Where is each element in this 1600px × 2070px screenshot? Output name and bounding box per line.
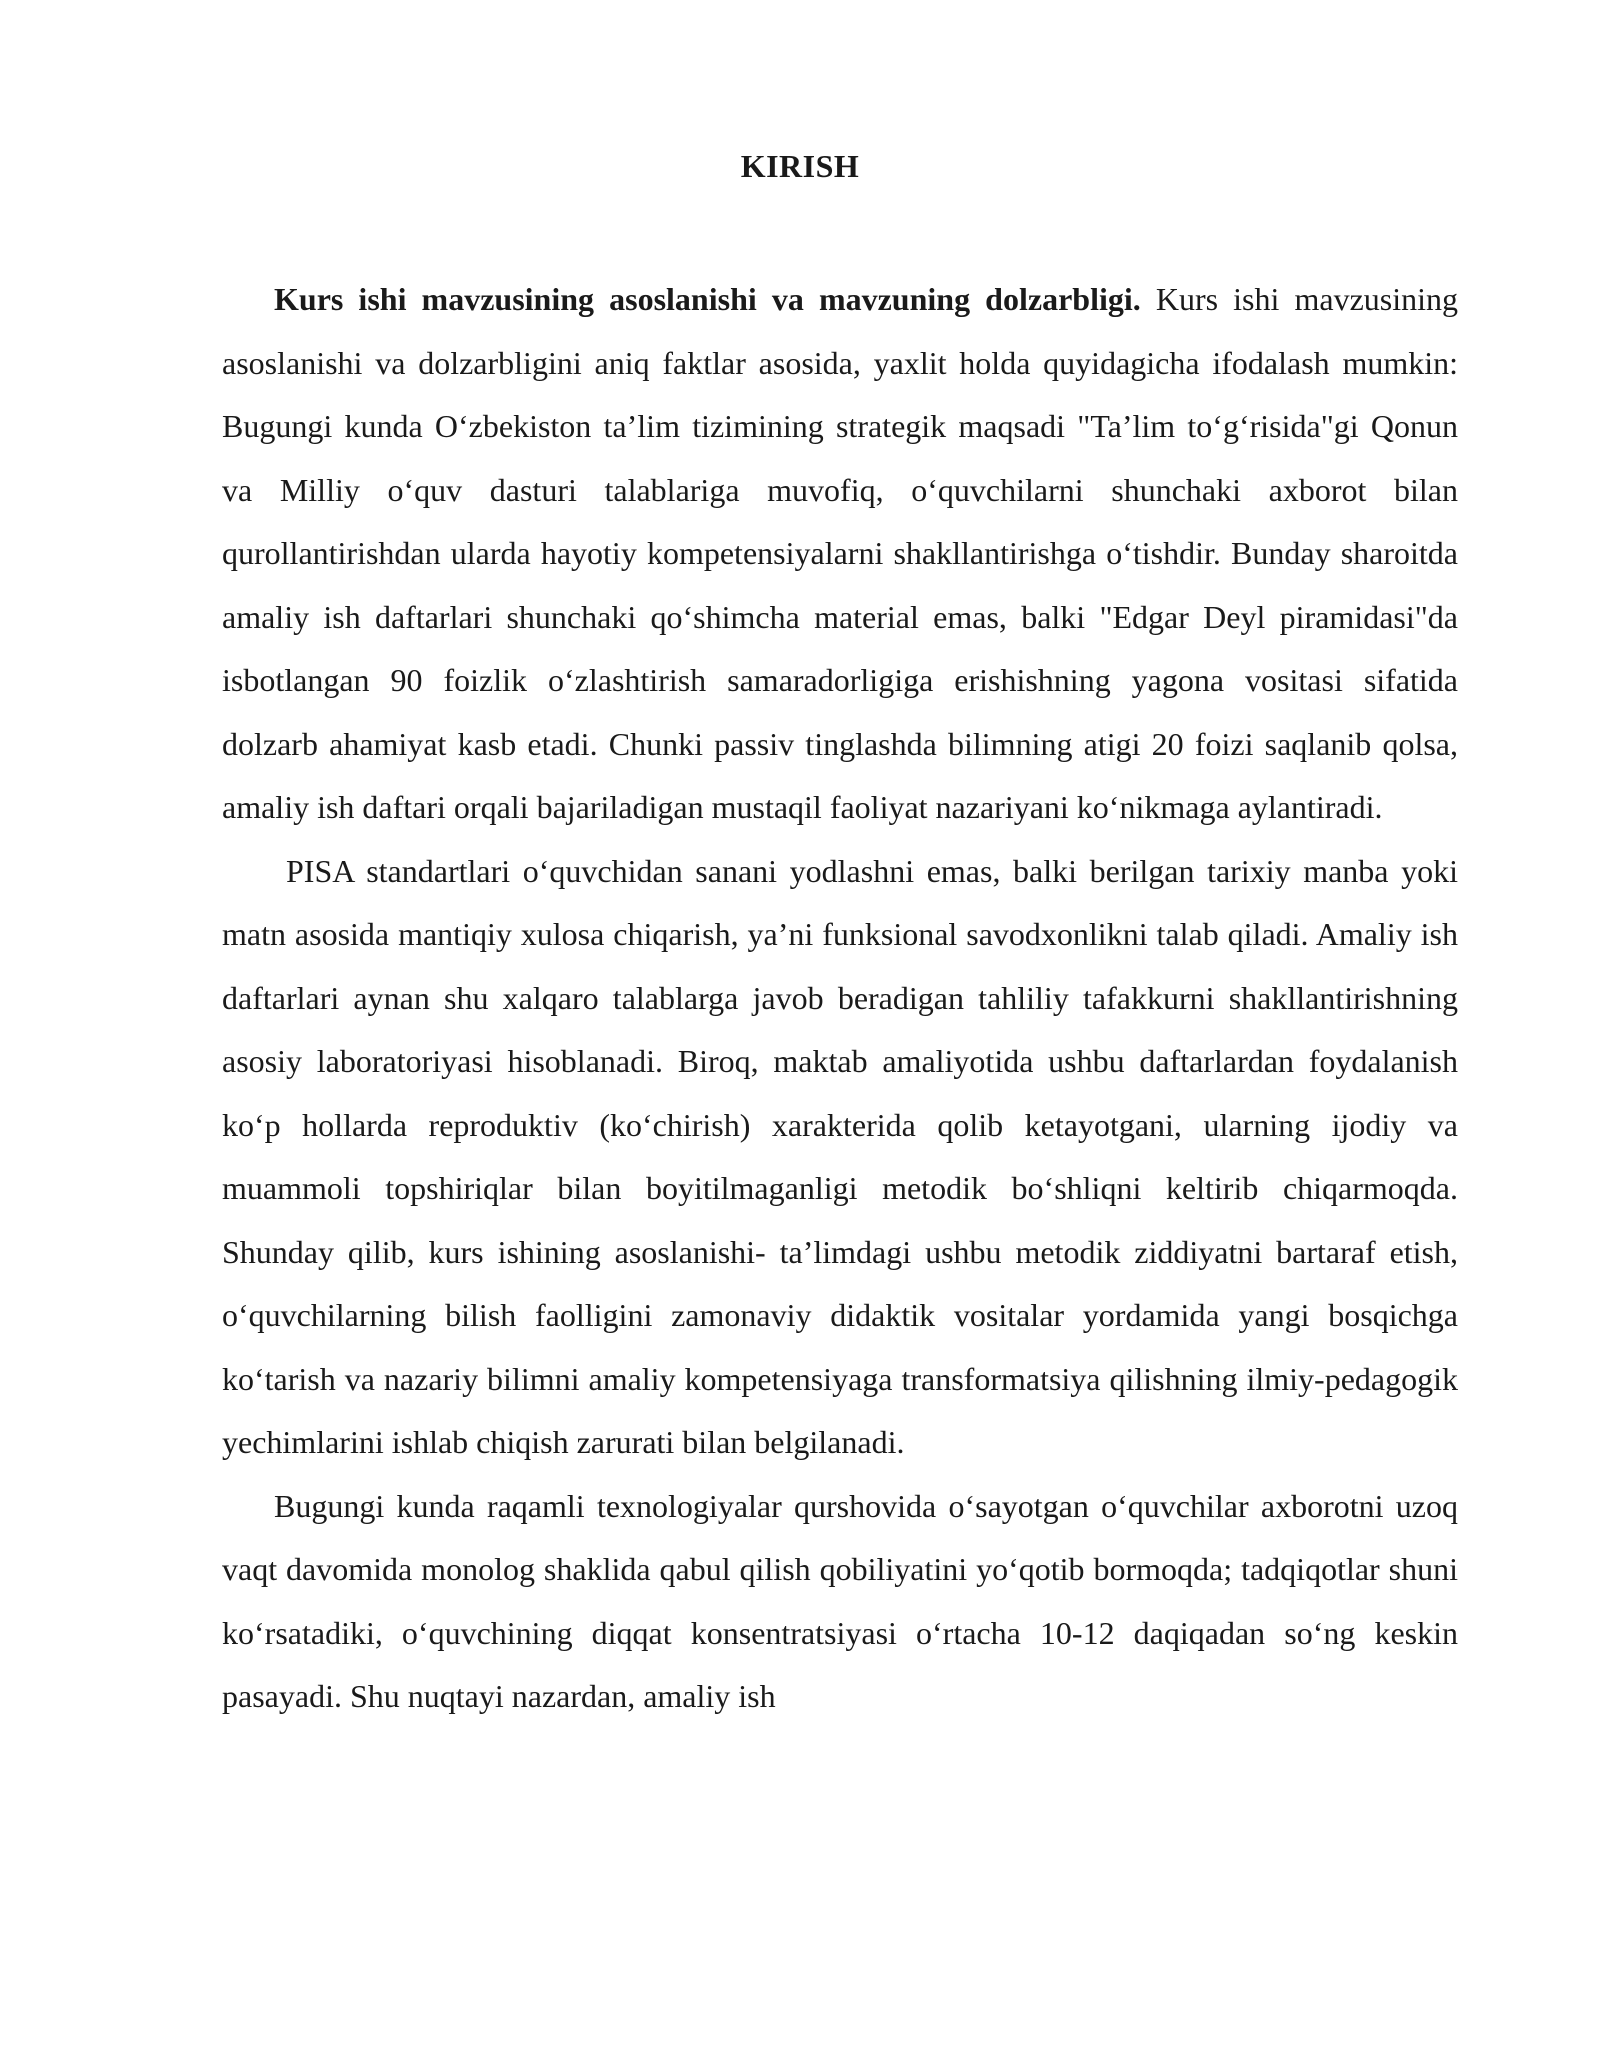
page-title: KIRISH [740, 148, 860, 184]
paragraph-1-lead: Kurs ishi mavzusining asoslanishi va mavzuning dolzarbligi. [274, 281, 1141, 317]
paragraph-2: PISA standartlari o‘quvchidan sanani yodlashni emas, balki berilgan tarixiy manba yoki matn asosida mantiqiy xulosa chiqarish, ya’ni funksional savodxonlikni talab qiladi. Amaliy ish daftarlari aynan shu xalqaro talablarga javob beradigan tahliliy tafakkurni shakllantirishning asosiy laboratoriyasi hisoblanadi. Biroq, maktab amaliyotida ushbu daftarlardan foydalanish ko‘p hollarda reproduktiv (ko‘chirish) xarakterida qolib ketayotgani, ularning ijodiy va muammoli topshiriqlar bilan boyitilmaganligi metodik bo‘shliqni keltirib chiqarmoqda. Shunday qilib, kurs ishining asoslanishi- ta’limdagi ushbu metodik ziddiyatni bartaraf etish, o‘quvchilarning bilish faolligini zamonaviy didaktik vositalar yordamida yangi bosqichga ko‘tarish va nazariy bilimni amaliy kompetensiyaga transformatsiya qilishning ilmiy-pedagogik yechimlarini ishlab chiqish zarurati bilan belgilanadi. [222, 852, 1458, 1460]
paragraph-3: Bugungi kunda raqamli texnologiyalar qurshovida o‘sayotgan o‘quvchilar axborotni uzoq vaqt davomida monolog shaklida qabul qilish qobiliyatini yo‘qotib bormoqda; tadqiqotlar shuni ko‘rsatadiki, o‘quvchining diqqat konsentratsiyasi o‘rtacha 10-12 daqiqadan so‘ng keskin pasayadi. Shu nuqtayi nazardan, amaliy ish [222, 1487, 1458, 1714]
paragraph-1-text: Kurs ishi mavzusining asoslanishi va dolzarbligini aniq faktlar asosida, yaxlit holda quyidagicha ifodalash mumkin: Bugungi kunda O‘zbekiston ta’lim tizimining strategik maqsadi "Ta’lim to‘g‘risida"gi Qonun va Milliy o‘quv dasturi talablariga muvofiq, o‘quvchilarni shunchaki axborot bilan qurollantirishdan ularda hayotiy kompetensiyalarni shakllantirishga o‘tishdir. Bunday sharoitda amaliy ish daftarlari shunchaki qo‘shimcha material emas, balki "Edgar Deyl piramidasi"da isbotlangan 90 foizlik o‘zlashtirish samaradorligiga erishishning yagona vositasi sifatida dolzarb ahamiyat kasb etadi. Chunki passiv tinglashda bilimning atigi 20 foizi saqlanib qolsa, amaliy ish daftari orqali bajariladigan mustaqil faoliyat nazariyani ko‘nikmaga aylantiradi. [222, 281, 1459, 825]
paragraph-1 [222, 268, 1458, 840]
document-body [222, 268, 1458, 1729]
